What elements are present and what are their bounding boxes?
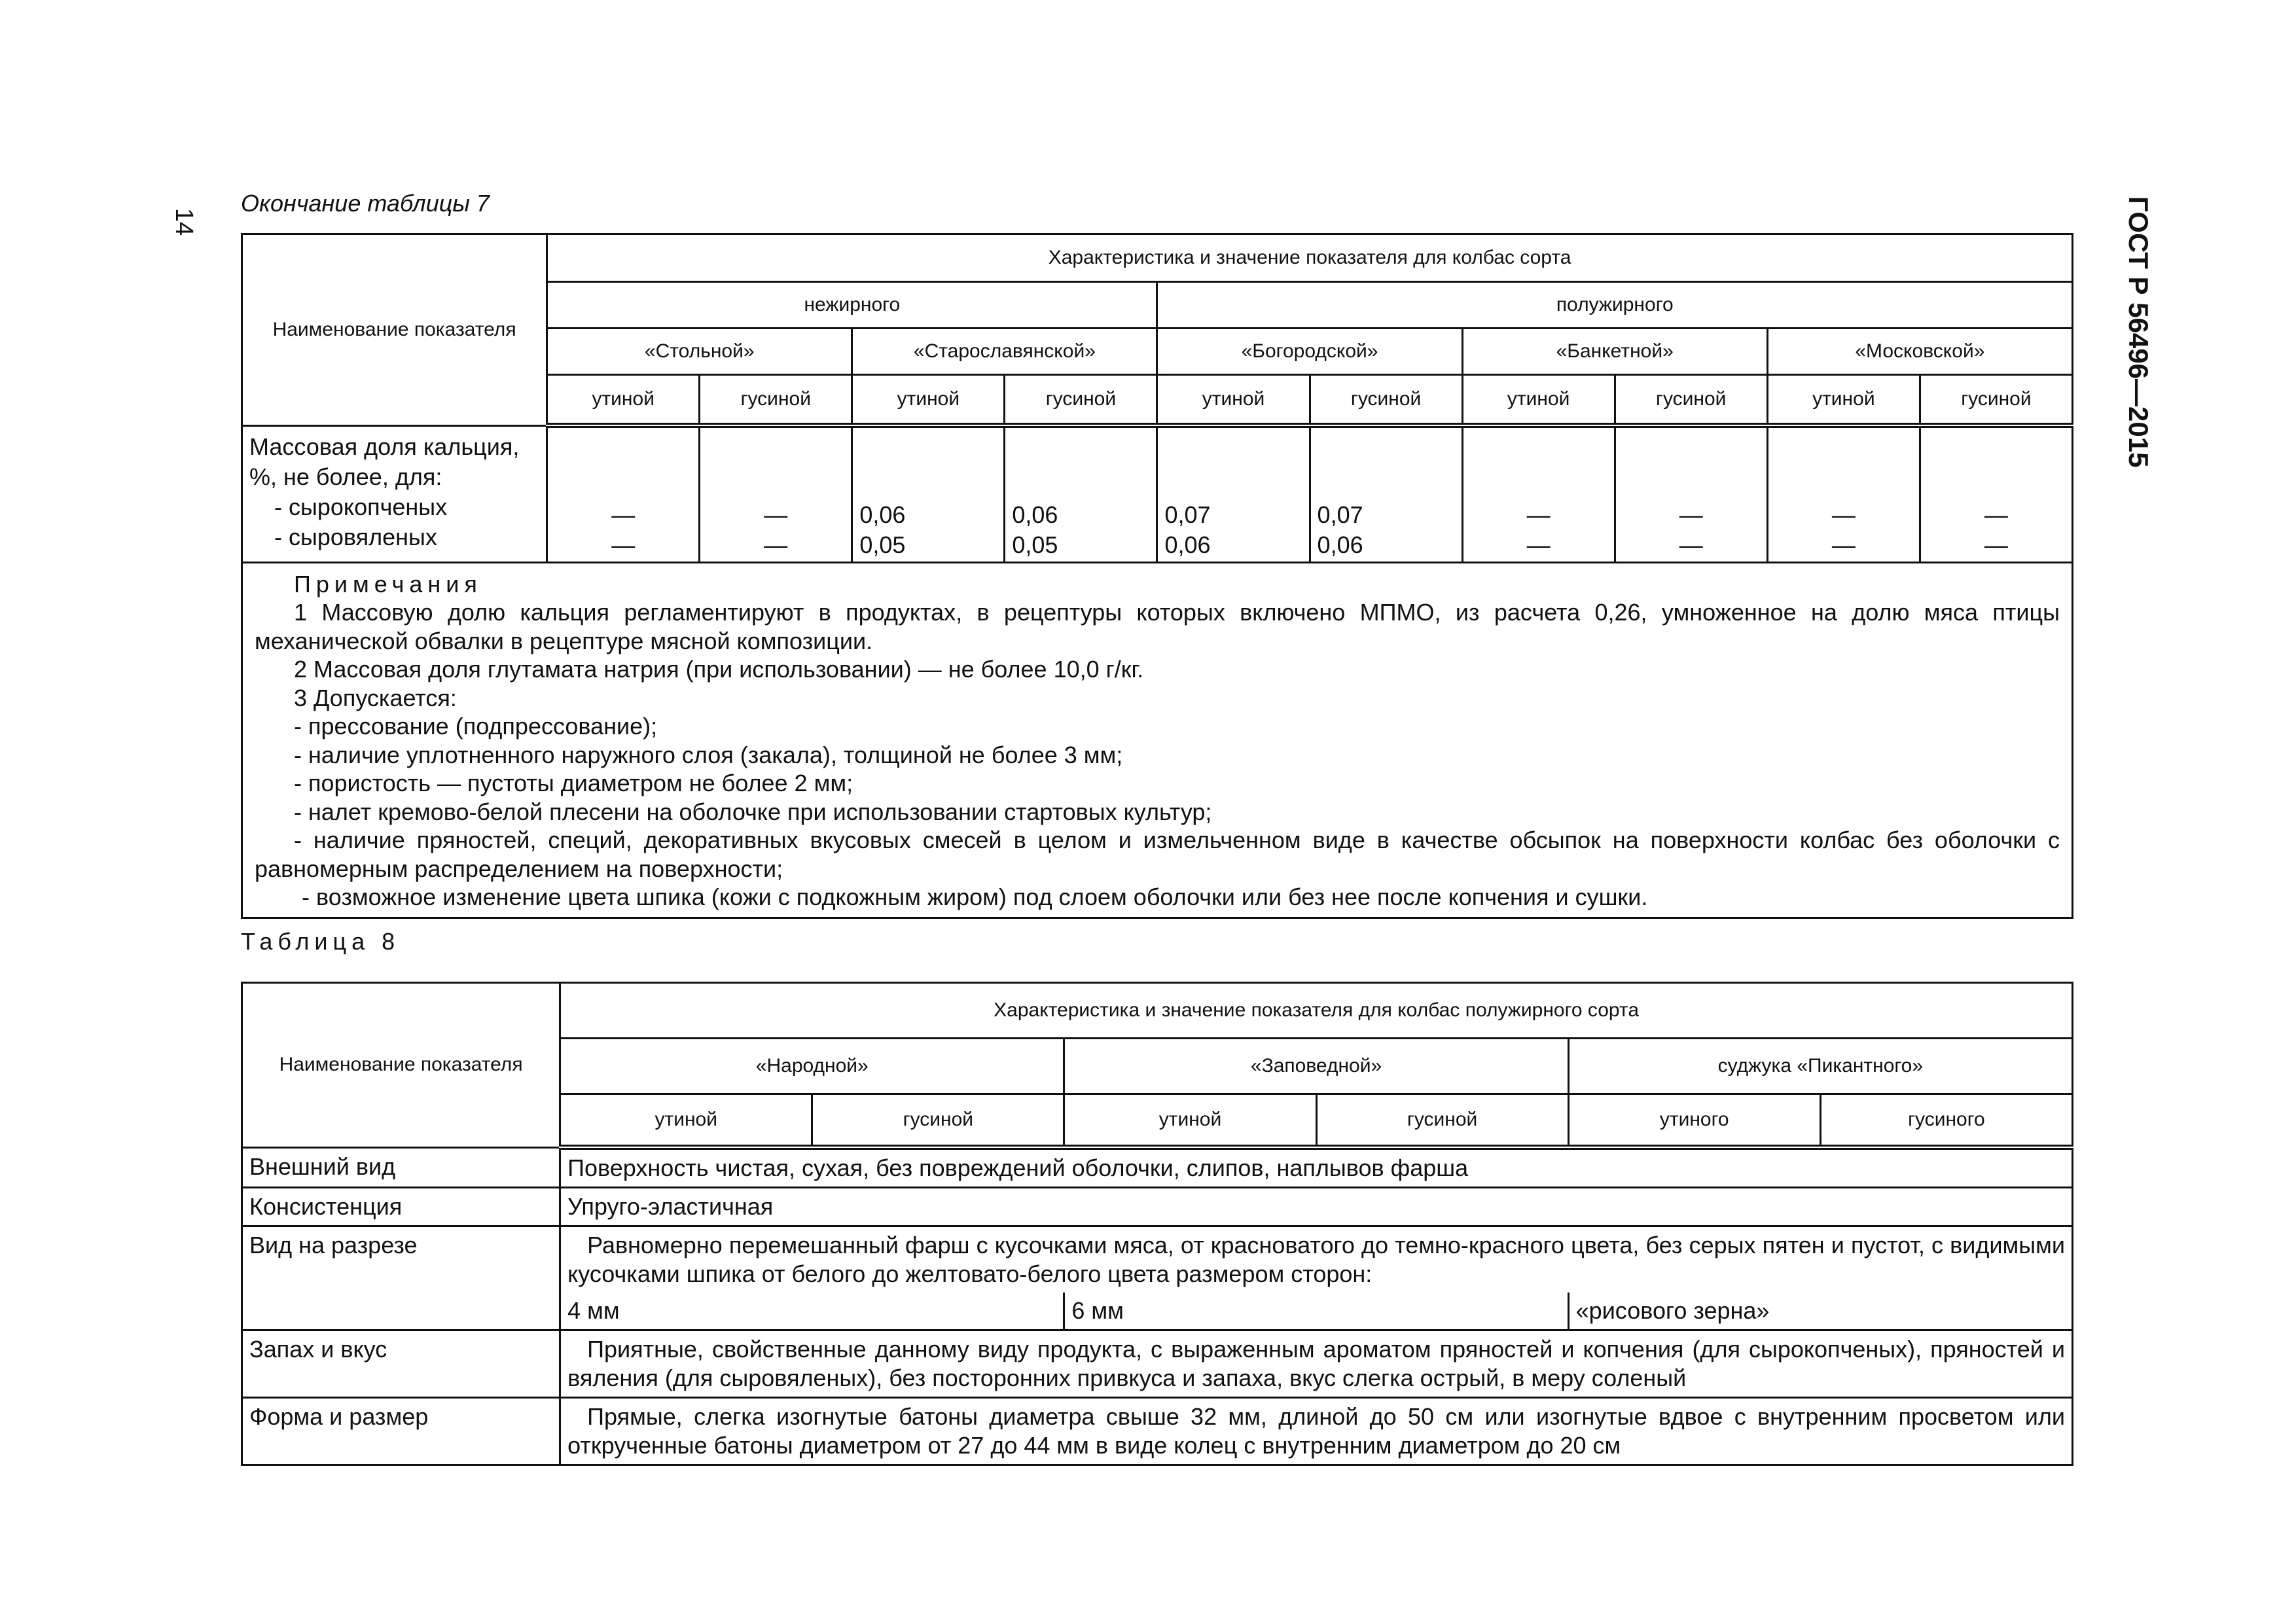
t7-value-cell (1157, 425, 1310, 562)
smoked-value: — (1679, 501, 1703, 528)
dried-value: — (611, 531, 636, 558)
t7-value-cell (1005, 425, 1157, 562)
t7-label-line: - сырокопченых (274, 493, 448, 520)
t8-row-label: Форма и размер (242, 1398, 560, 1465)
t7-sub-header: утиной (547, 375, 700, 426)
dried-value: — (1984, 531, 2008, 558)
t8-sort-header: суджука «Пикантного» (1568, 1039, 2072, 1094)
table-row (242, 1188, 2073, 1226)
t7-sub-header: утиной (1462, 375, 1615, 426)
t7-name-header: Наименование показателя (242, 234, 547, 426)
t7-label-line: - сыровяленых (274, 523, 437, 550)
t7-row-label (242, 425, 547, 562)
t7-sub-header: гусиной (1310, 375, 1462, 426)
table-8 (241, 982, 2073, 1466)
smoked-value: 0,06 (859, 501, 906, 528)
t7-label-line: Массовая доля кальция, (249, 433, 520, 460)
table-row (242, 425, 2073, 562)
note-dash-item: - наличие пряностей, специй, декоративных вкусовых смесей в целом и измельченном виде в качестве обсыпок на поверхности колбас без оболочки с равномерным распределением на поверхности; (255, 827, 2060, 882)
t8-size-cell: 6 мм (1064, 1293, 1568, 1330)
t8-row-value: Упруго-эластичная (560, 1188, 2073, 1226)
t7-sort-header: «Банкетной» (1462, 329, 1767, 375)
dried-value: 0,05 (859, 531, 906, 558)
t7-sort-header: «Старославянской» (852, 329, 1157, 375)
t8-row-value: Равномерно перемешанный фарш с кусочками мяса, от красноватого до темно-красного цвета, без серых пятен и пустот, с видимыми кусочками шпика от белого до желтовато-белого цвета размером сторон: (560, 1226, 2073, 1293)
dried-value: — (1831, 531, 1856, 558)
note-dash-item: - наличие уплотненного наружного слоя (закала), толщиной не более 3 мм; (294, 741, 1123, 768)
t7-value-cell (852, 425, 1005, 562)
t7-value-cell (1615, 425, 1767, 562)
t7-sub-header: гусиной (1920, 375, 2072, 426)
t7-main-header: Характеристика и значение показателя для колбас сорта (547, 234, 2073, 282)
smoked-value: — (764, 501, 788, 528)
t7-value-cell (547, 425, 700, 562)
smoked-value: — (1526, 501, 1551, 528)
t8-row-value: Поверхность чистая, сухая, без повреждений оболочки, слипов, наплывов фарша (560, 1147, 2073, 1188)
t8-sub-header: гусиной (812, 1094, 1064, 1148)
note-dash-item: - возможное изменение цвета шпика (кожи с подкожным жиром) под слоем оболочки или без нее после копчения и сушки. (302, 883, 1648, 910)
smoked-value: 0,07 (1164, 501, 1211, 528)
t8-size-cell: «рисового зерна» (1568, 1293, 2072, 1330)
dried-value: — (1526, 531, 1551, 558)
table8-caption: Таблица 8 (241, 928, 401, 955)
smoked-value: — (1831, 501, 1856, 528)
t8-row-value: Прямые, слегка изогнутые батоны диаметра свыше 32 мм, длиной до 50 см или изогнутые вдвое с внутренним просветом или открученные батоны диаметром от 27 до 44 мм в виде колец с внутренним диаметром до 20 см (560, 1398, 2073, 1465)
note-3: 3 Допускается: (294, 684, 457, 711)
t8-size-cell: 4 мм (560, 1293, 1064, 1330)
table7-caption: Окончание таблицы 7 (241, 190, 490, 217)
smoked-value: — (1984, 501, 2008, 528)
dried-value: — (1679, 531, 1703, 558)
t7-value-cell (1462, 425, 1615, 562)
t7-label-line: %, не более, для: (249, 463, 442, 490)
table-7 (241, 233, 2073, 919)
t7-value-cell (1920, 425, 2072, 562)
t8-row-label: Запах и вкус (242, 1330, 560, 1398)
table-row (242, 1226, 2073, 1293)
smoked-value: — (611, 501, 636, 528)
table-row (242, 1398, 2073, 1465)
t7-sub-header: гусиной (700, 375, 852, 426)
dried-value: 0,06 (1164, 531, 1211, 558)
note-dash-item: - налет кремово-белой плесени на оболочке при использовании стартовых культур; (294, 798, 1212, 825)
notes-title: Примечания (294, 570, 482, 597)
t7-value-cell (1767, 425, 1920, 562)
t7-notes (242, 562, 2073, 918)
t7-sub-header: утиной (1767, 375, 1920, 426)
t7-group-header: нежирного (547, 282, 1157, 329)
t7-sub-header: утиной (852, 375, 1005, 426)
page-number: 14 (170, 208, 198, 236)
dried-value: 0,05 (1012, 531, 1058, 558)
table-row (242, 1147, 2073, 1188)
t8-sub-header: утиной (560, 1094, 812, 1148)
t8-row-label: Консистенция (242, 1188, 560, 1226)
t8-row-value: Приятные, свойственные данному виду продукта, с выраженным ароматом пряностей и копчения (для сырокопченых), пряностей и вяления (для сыровяленых), без посторонних привкуса и запаха, вкус слегка острый, в меру соленый (560, 1330, 2073, 1398)
t7-sort-header: «Стольной» (547, 329, 852, 375)
t8-sub-header: утиного (1568, 1094, 1820, 1148)
t7-group-header: полужирного (1157, 282, 2073, 329)
t7-sub-header: гусиной (1615, 375, 1767, 426)
dried-value: — (764, 531, 788, 558)
t7-value-cell (700, 425, 852, 562)
smoked-value: 0,07 (1317, 501, 1363, 528)
note-1: 1 Массовую долю кальция регламентируют в продуктах, в рецептуры которых включено МПМО, из расчета 0,26, умноженное на долю мяса птицы механической обвалки в рецептуре мясной композиции. (255, 599, 2060, 654)
note-2: 2 Массовая доля глутамата натрия (при использовании) — не более 10,0 г/кг. (294, 656, 1144, 683)
t8-main-header: Характеристика и значение показателя для колбас полужирного сорта (560, 983, 2073, 1039)
t8-sort-header: «Заповедной» (1064, 1039, 1568, 1094)
t8-sub-header: гусиного (1820, 1094, 2072, 1148)
t8-sub-header: гусиной (1316, 1094, 1568, 1148)
t8-row-label: Внешний вид (242, 1147, 560, 1188)
t8-row-label: Вид на разрезе (242, 1226, 560, 1330)
t7-sub-header: утиной (1157, 375, 1310, 426)
t8-sub-header: утиной (1064, 1094, 1316, 1148)
t8-name-header: Наименование показателя (242, 983, 560, 1148)
t7-sort-header: «Богородской» (1157, 329, 1462, 375)
document-id: ГОСТ Р 56496—2015 (2123, 196, 2154, 468)
t7-value-cell (1310, 425, 1462, 562)
t8-sort-header: «Народной» (560, 1039, 1064, 1094)
t7-sub-header: гусиной (1005, 375, 1157, 426)
dried-value: 0,06 (1317, 531, 1363, 558)
note-dash-item: - прессование (подпрессование); (294, 713, 658, 740)
t7-sort-header: «Московской» (1767, 329, 2072, 375)
table-row (242, 1330, 2073, 1398)
note-dash-item: - пористость — пустоты диаметром не более 2 мм; (294, 770, 853, 796)
smoked-value: 0,06 (1012, 501, 1058, 528)
